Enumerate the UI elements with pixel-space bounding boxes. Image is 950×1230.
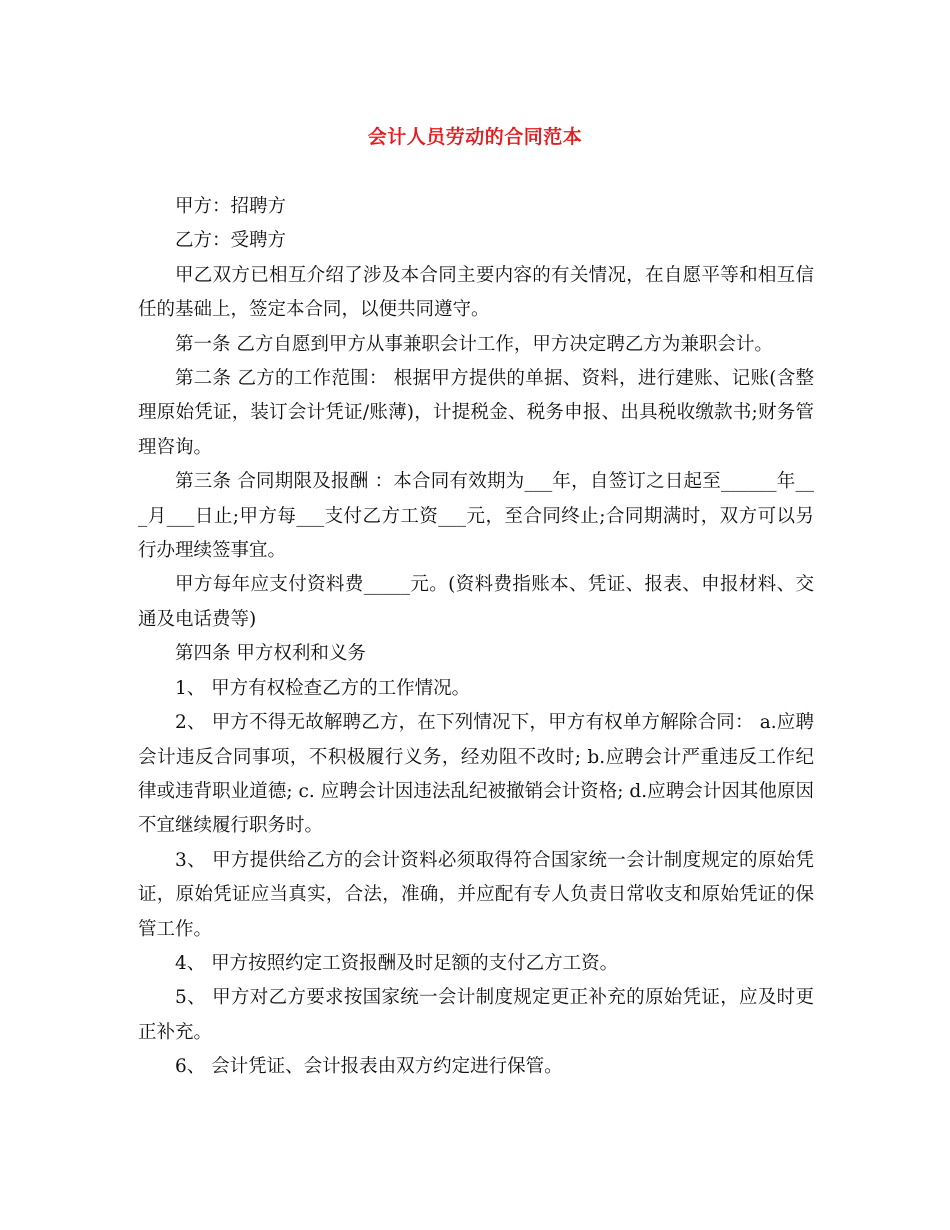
document-body — [138, 190, 814, 1085]
article-4-item-3: 3、 甲方提供给乙方的会计资料必须取得符合国家统一会计制度规定的原始凭证，原始凭证应当真实，合法，准确，并应配有专人负责日常收支和原始凭证的保管工作。 — [138, 849, 814, 940]
article-4-item-2: 2、 甲方不得无故解聘乙方，在下列情况下，甲方有权单方解除合同： a.应聘会计违反合同事项，不积极履行义务，经劝阻不改时; b.应聘会计严重违反工作纪律或违背职业道德; c. 应聘会计因违法乱纪被撤销会计资格; d.应聘会计因其他原因不宜继续履行职务时。 — [138, 712, 814, 837]
document-title: 会计人员劳动的合同范本 — [367, 126, 583, 148]
article-4-item-1: 1、 甲方有权检查乙方的工作情况。 — [175, 677, 471, 699]
article-2: 第二条 乙方的工作范围： 根据甲方提供的单据、资料，进行建账、记账(含整理原始凭证，装订会计凭证/账薄)，计提税金、税务申报、出具税收缴款书;财务管理咨询。 — [138, 368, 814, 458]
article-1: 第一条 乙方自愿到甲方从事兼职会计工作，甲方决定聘乙方为兼职会计。 — [175, 333, 773, 355]
article-4-item-4: 4、 甲方按照约定工资报酬及时足额的支付乙方工资。 — [175, 952, 619, 974]
preamble-paragraph: 甲乙双方已相互介绍了涉及本合同主要内容的有关情况，在自愿平等和相互信任的基础上，签定本合同，以便共同遵守。 — [138, 264, 814, 321]
party-a-line: 甲方：招聘方 — [175, 196, 287, 217]
article-4-heading: 第四条 甲方权利和义务 — [175, 643, 366, 665]
article-3: 第三条 合同期限及报酬 ：本合同有效期为___年，自签订之日起至______年___月___日止;甲方每___支付乙方工资___元，至合同终止;合同期满时，双方可以另行办理续签事宜。 — [138, 471, 814, 562]
article-4-item-6: 6、 会计凭证、会计报表由双方约定进行保管。 — [175, 1056, 563, 1078]
party-b-line: 乙方：受聘方 — [175, 230, 287, 252]
material-fee-paragraph: 甲方每年应支付资料费_____元。(资料费指账本、凭证、报表、申报材料、交通及电话费等) — [138, 574, 814, 630]
article-4-item-5: 5、 甲方对乙方要求按国家统一会计制度规定更正补充的原始凭证，应及时更正补充。 — [138, 987, 814, 1043]
